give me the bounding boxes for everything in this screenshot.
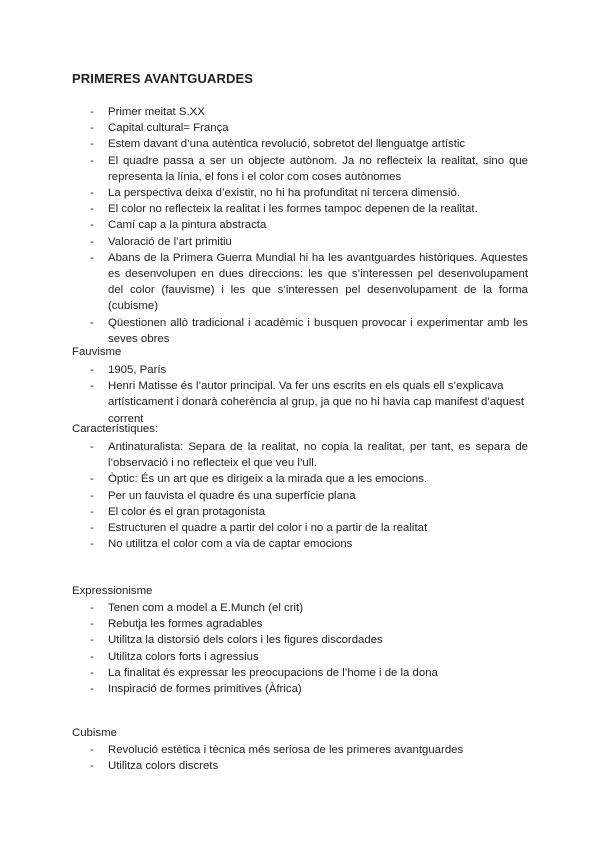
page-title: PRIMERES AVANTGUARDES [72, 71, 253, 86]
list-item: - Utilitza colors discrets [72, 758, 528, 774]
list-item: - Tenen com a model a E.Munch (el crit) [72, 600, 528, 616]
list-item: - No utilitza el color com a via de captar emocions [72, 536, 528, 552]
section-heading-cubisme: Cubisme [72, 727, 117, 739]
list-item: - La perspectiva deixa d’existir, no hi ha profunditat ni tercera dimensió. [72, 185, 528, 201]
list-item: - Òptic: És un art que es dirigeix a la mirada que a les emocions. [72, 471, 528, 487]
list-item: - Camí cap a la pintura abstracta [72, 217, 528, 233]
list-item: - El color no reflecteix la realitat i les formes tampoc depenen de la realitat. [72, 201, 528, 217]
list-item: - El color és el gran protagonista [72, 504, 528, 520]
section-heading-fauvisme: Fauvisme [72, 346, 122, 358]
list-item: - Qüestionen allò tradicional i acadèmic i busquen provocar i experimentar amb les seves obres [72, 315, 528, 347]
characteristics-list [72, 439, 528, 552]
subheading-characteristics: Característiques: [72, 423, 159, 435]
list-item: - 1905, París [72, 362, 528, 378]
section-heading-expressionisme: Expressionisme [72, 585, 153, 597]
list-item: - Estem davant d’una autèntica revolució, sobretot del llenguatge artístic [72, 136, 528, 152]
intro-list [72, 104, 528, 347]
cubisme-list [72, 742, 528, 774]
list-item: - Inspiració de formes primitives (Àfrica) [72, 681, 528, 697]
list-item: - La finalitat és expressar les preocupacions de l’home i de la dona [72, 665, 528, 681]
list-item: - Henri Matisse és l’autor principal. Va fer uns escrits en els quals ell s’explicava artísticament i donarà coherència al grup, ja que no hi havia cap manifest d’aquest corrent [72, 378, 528, 427]
list-item: - Abans de la Primera Guerra Mundial hi ha les avantguardes històriques. Aquestes es desenvolupen en dues direccions: les que s’interessen pel desenvolupament del color (fauvisme) i les que s’interessen pel desenvolupament de la forma (cubisme) [72, 250, 528, 315]
list-item: - Primer meitat S.XX [72, 104, 528, 120]
list-item: - Valoració de l’art primitiu [72, 234, 528, 250]
fauvisme-list [72, 362, 528, 427]
list-item: - Per un fauvista el quadre és una superfície plana [72, 488, 528, 504]
list-item: - Estructuren el quadre a partir del color i no a partir de la realitat [72, 520, 528, 536]
list-item: - Utilitza colors forts i agressius [72, 649, 528, 665]
list-item: - Rebutja les formes agradables [72, 616, 528, 632]
expressionisme-list [72, 600, 528, 697]
list-item: - El quadre passa a ser un objecte autònom. Ja no reflecteix la realitat, sino que representa la línia, el fons i el color com coses autònomes [72, 153, 528, 185]
list-item: - Capital cultural= França [72, 120, 528, 136]
list-item: - Revolució estètica i tècnica més seriosa de les primeres avantguardes [72, 742, 528, 758]
list-item: - Antinaturalista: Separa de la realitat, no copia la realitat, per tant, es separa de l’observació i no reflecteix el que veu l’ull. [72, 439, 528, 471]
list-item: - Utilitza la distorsió dels colors i les figures discordades [72, 632, 528, 648]
